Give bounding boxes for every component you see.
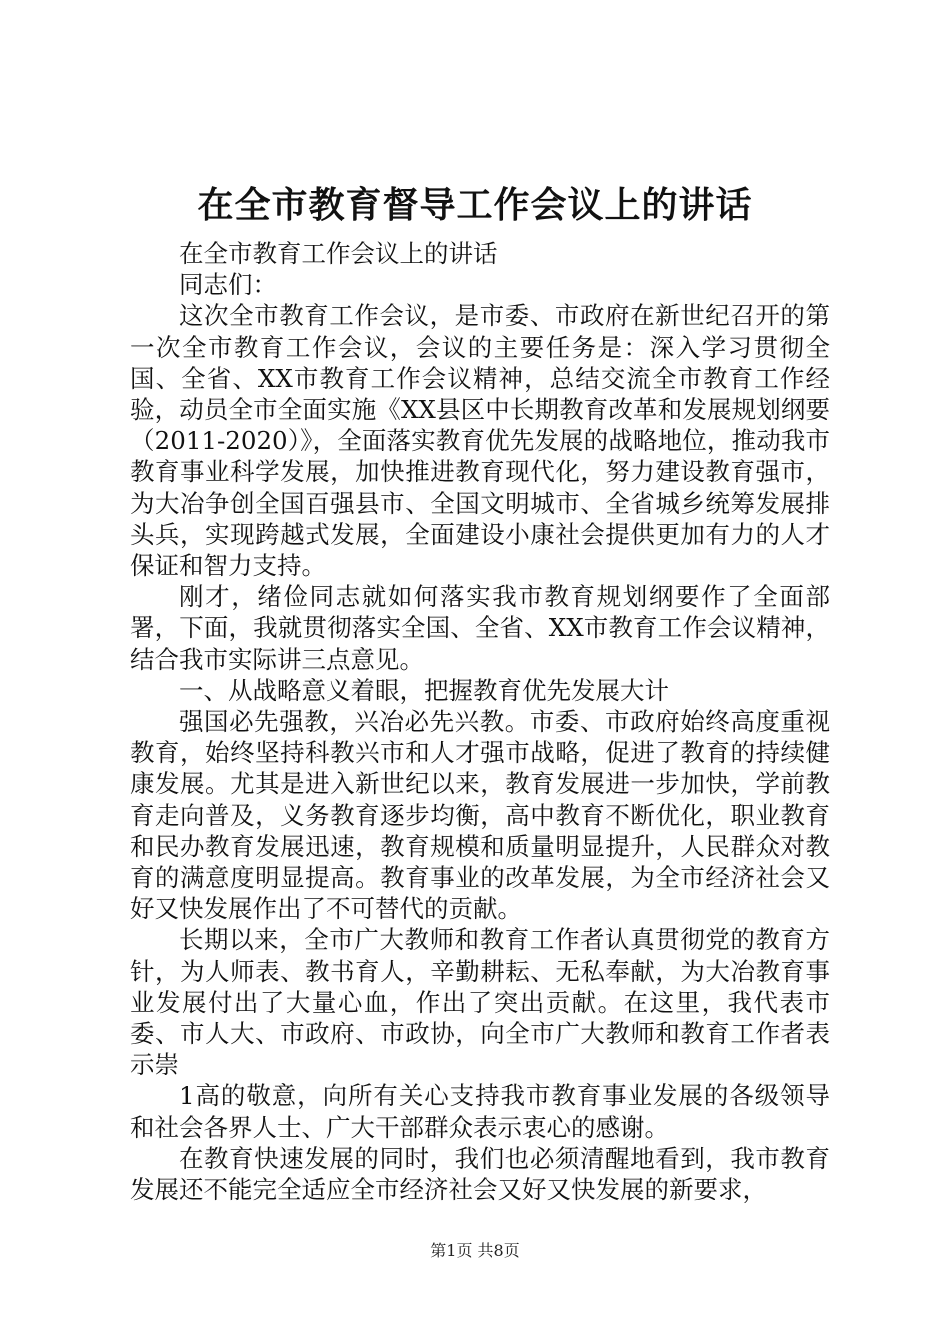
paragraph: 刚才，绪俭同志就如何落实我市教育规划纲要作了全面部署，下面，我就贯彻落实全国、全省、XX市教育工作会议精神，结合我市实际讲三点意见。 <box>130 582 830 674</box>
section-heading: 一、从战略意义着眼，把握教育优先发展大计 <box>179 675 669 705</box>
paragraph: 在教育快速发展的同时，我们也必须清醒地看到，我市教育发展还不能完全适应全市经济社会又好又快发展的新要求， <box>130 1143 830 1205</box>
paragraph: 1高的敬意，向所有关心支持我市教育事业发展的各级领导和社会各界人士、广大干部群众表示衷心的感谢。 <box>130 1081 830 1142</box>
paragraph: 这次全市教育工作会议，是市委、市政府在新世纪召开的第一次全市教育工作会议，会议的主要任务是：深入学习贯彻全国、全省、XX市教育工作会议精神，总结交流全市教育工作经验，动员全市全面实施《XX县区中长期教育改革和发展规划纲要（2011-2020）》，全面落实教育优先发展的战略地位，推动我市教育事业科学发展，加快推进教育现代化，努力建设教育强市，为大冶争创全国百强县市、全国文明城市、全省城乡统筹发展排头兵，实现跨越式发展，全面建设小康社会提供更加有力的人才保证和智力支持。 <box>130 301 830 581</box>
paragraph-subtitle: 在全市教育工作会议上的讲话 <box>179 239 498 268</box>
paragraph: 强国必先强教，兴冶必先兴教。市委、市政府始终高度重视教育，始终坚持科教兴市和人才强市战略，促进了教育的持续健康发展。尤其是进入新世纪以来，教育发展进一步加快，学前教育走向普及，义务教育逐步均衡，高中教育不断优化，职业教育和民办教育发展迅速，教育规模和质量明显提升，人民群众对教育的满意度明显提高。教育事业的改革发展，为全市经济社会又好又快发展作出了不可替代的贡献。 <box>130 707 830 924</box>
paragraph: 长期以来，全市广大教师和教育工作者认真贯彻党的教育方针，为人师表、教书育人，辛勤耕耘、无私奉献，为大冶教育事业发展付出了大量心血，作出了突出贡献。在这里，我代表市委、市人大、市政府、市政协，向全市广大教师和教育工作者表示崇 <box>130 925 830 1080</box>
paragraph-salutation: 同志们： <box>179 270 277 300</box>
document-title: 在全市教育督导工作会议上的讲话 <box>197 184 753 226</box>
page-number-footer: 第1页 共8页 <box>430 1241 520 1260</box>
document-body <box>130 238 830 1205</box>
